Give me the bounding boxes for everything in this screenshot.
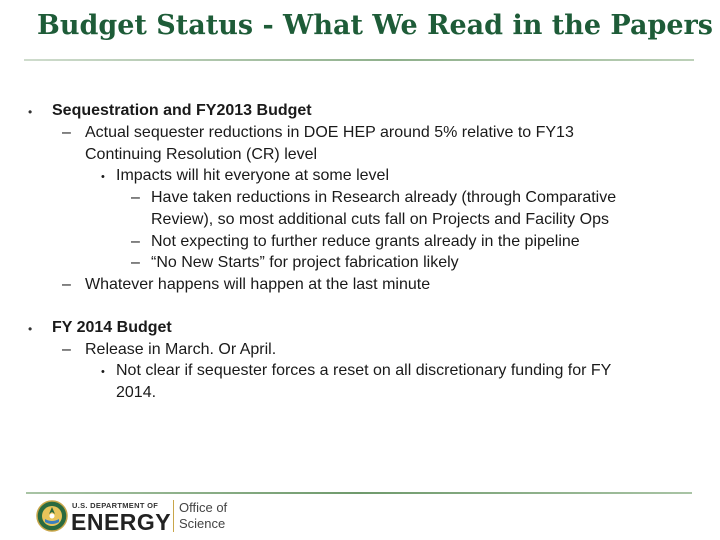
bullet-marker: •	[28, 105, 33, 119]
dash-marker: –	[62, 124, 71, 141]
logo-divider	[173, 500, 174, 532]
sub-bullet-1-1-cont: Continuing Resolution (CR) level	[85, 146, 318, 163]
office-of-science-label	[179, 500, 227, 532]
bullet-2-heading: FY 2014 Budget	[52, 319, 172, 336]
footer-divider	[26, 492, 692, 494]
dash-marker: –	[131, 254, 140, 271]
bullet-marker: •	[28, 322, 33, 336]
office-line-2: Science	[179, 516, 226, 531]
sub-sub-bullet-2-1-1: Not clear if sequester forces a reset on all discretionary funding for FY	[116, 362, 612, 379]
dash-marker: –	[131, 189, 140, 206]
dash-marker: –	[62, 276, 71, 293]
dept-big-label: ENERGY	[71, 509, 172, 535]
bullet-marker: •	[101, 171, 105, 183]
bullet-1-heading: Sequestration and FY2013 Budget	[52, 102, 312, 119]
sub-sub-bullet-2-1-1-cont: 2014.	[116, 384, 157, 401]
sub-sub-bullet-1-1-1: Impacts will hit everyone at some level	[116, 167, 389, 184]
slide-title: Budget Status - What We Read in the Papers	[37, 10, 713, 41]
dash-marker: –	[131, 233, 140, 250]
doe-seal-icon	[36, 500, 68, 532]
item-research-reductions: Have taken reductions in Research already (through Comparative	[151, 189, 617, 206]
title-divider	[24, 59, 694, 61]
sub-bullet-1-2: Whatever happens will happen at the last minute	[85, 276, 431, 293]
item-grants: Not expecting to further reduce grants already in the pipeline	[151, 233, 580, 250]
dept-small-label: U.S. DEPARTMENT OF	[72, 501, 159, 510]
item-research-reductions-cont: Review), so most additional cuts fall on Projects and Facility Ops	[151, 211, 609, 228]
dash-marker: –	[62, 341, 71, 358]
sub-bullet-1-1: Actual sequester reductions in DOE HEP around 5% relative to FY13	[85, 124, 574, 141]
sub-bullet-2-1: Release in March. Or April.	[85, 341, 277, 358]
item-no-new-starts: “No New Starts” for project fabrication likely	[151, 254, 459, 271]
bullet-marker: •	[101, 366, 105, 378]
office-line-1: Office of	[179, 500, 228, 515]
